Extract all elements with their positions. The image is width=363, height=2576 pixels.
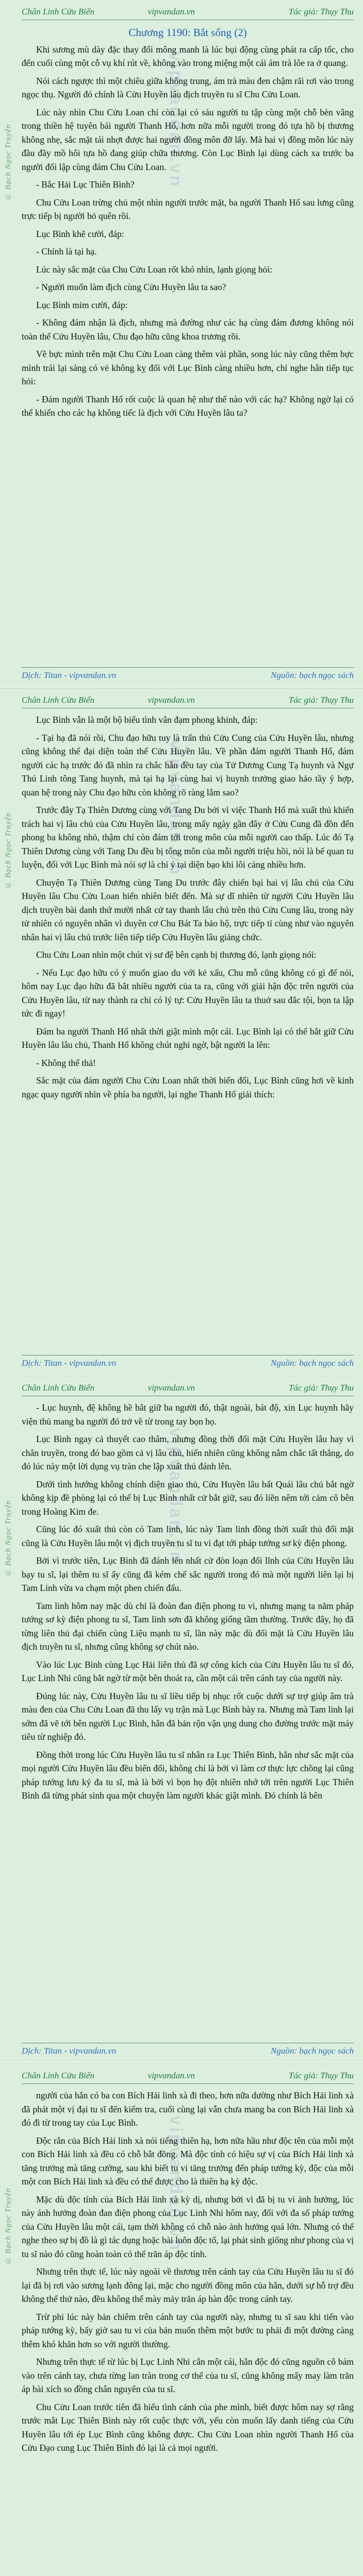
paragraph: Cũng lúc đó xuất thủ còn có Tam linh, lúc này Tam linh đồng thời xuất thủ đối mặt cũng là Cửu Huyền lâu một vị địch truyền tu sĩ tu vi đạt tới pháp tướng sơ kỳ điện phong. bbox=[22, 1524, 354, 1548]
page-footer bbox=[22, 667, 354, 683]
paragraph: Nhưng trên thực tế từ lúc bị Lục Linh Nhi cắn một cái, hắn độc đó cũng nguồn cô bám vào trên cánh tay, chưa từng lan tràn trong cơ thể của tu sĩ, cũng không mấy may làm trăn áp bài xích so đồng chân nguyên của tu sĩ. bbox=[22, 2357, 354, 2394]
side-copyright-mark: © Bạch Ngọc Truyện bbox=[4, 124, 12, 201]
paragraph: Tam linh hôm nay mặc dù chỉ là đoàn đan điện phong tu vi, nhưng mạng ta năm pháp tướng sơ kỳ điện phong tu sĩ, Tam linh sơn đã không giống tầm thường. Trước đây, họ đã từng liên thủ đại chiến cùng Liệu mạnh tu sĩ, lần này mặc dù đối mặt là Cửu Huyền lâu địch truyền tu sĩ, nhưng cũng không sợ chút nào. bbox=[22, 1600, 354, 1652]
author-credit: Tác giả: Thụy Thu bbox=[288, 695, 354, 705]
page-footer bbox=[22, 2043, 354, 2059]
site-name: vipvandan.vn bbox=[147, 7, 195, 16]
page-header bbox=[22, 692, 354, 708]
source-credit: Nguồn: bạch ngọc sách bbox=[270, 2046, 354, 2056]
paragraph: - Nếu Lục đạo hữu có ý muốn giao du với kẻ xấu, Chu mỗ cũng không có gì để nói, hôm nay Lục đạo hữu đã bắt nhiều người của ta ra, cũng với giải hận độc trên người của Cửu Huyền lâu, từ nay thành ra chỉ có lý tự: Cửu Huyền lâu ta thuở sau đắc tội, bọn ta lập tức đi ngay! bbox=[22, 967, 354, 1019]
source-credit: Nguồn: bạch ngọc sách bbox=[270, 1358, 354, 1368]
side-copyright-mark: © Bạch Ngọc Truyện bbox=[4, 812, 12, 889]
paragraph: Chu Cửu Loan trước tiên đã hiểu tình cảnh của phe mình, biết được hôm nay sợ rằng trước mắt Lục Thiên Bình này rốt cuộc thực với, yếu còn muốn lấy danh tiếng của Cửu Huyền lâu tới ép Lục Bình cũng không được. Chu Cửu Loan nhìn người Thanh Hổ của Cửu Đạo cung Lục Thiên Bình đó lại là cả mọi người. bbox=[22, 2401, 354, 2453]
paragraph: Độc rắn của Bích Hải linh xà nói tiếng thiên hạ, hơn nữa hầu như độc tên của mỗi một con Bích Hải linh xà đều có chỗ bắt đồng. Mà độc tính có hiệu sự vị của Bích Hải linh xà tăng trưởng mà tăng cường, sau khi biết tu vi tăng trưởng đến pháp tướng kỳ, độc của mỗi một con Bích Hải linh xà đều có thể được cho là thiên hạ kỳ độc. bbox=[22, 2135, 354, 2187]
page-header bbox=[22, 2068, 354, 2084]
translator-credit: Dịch: Titan - vipvandan.vn bbox=[22, 1358, 117, 1368]
paragraph: - Lục huynh, đệ không hề bắt giữ ba người đó, thật ngoài, bát độ, xin Lục huynh hãy viện thủ mang ba người đó trở về từ trong tay bọn họ. bbox=[22, 1402, 354, 1427]
book-page bbox=[0, 1376, 363, 2063]
page-header bbox=[22, 1380, 354, 1396]
author-credit: Tác giả: Thụy Thu bbox=[288, 1383, 354, 1393]
paragraph: Lục Bình vẫn là một bộ biểu tình vân đạm phong khinh, đáp: bbox=[36, 715, 258, 725]
paragraph: - Đám người Thanh Hổ rốt cuộc là quan hệ như thế nào với các hạ? Không ngờ lại có thể khiến cho các hạ không tiếc là địch với Cửu Huyền lâu ta? bbox=[22, 394, 354, 418]
site-name: vipvandan.vn bbox=[147, 695, 195, 705]
paragraph: - Người muốn làm địch cùng Cửu Huyền lâu ta sao? bbox=[36, 282, 226, 292]
paragraph: Lục Bình khẽ cười, đáp: bbox=[36, 228, 124, 239]
page-header bbox=[22, 4, 354, 20]
paragraph: Đồng thời trong lúc Cửu Huyền lâu tu sĩ nhân ra Lục Thiên Bình, hắn như sắc mặt của mọi người Cửu Huyền lâu đều biến đổi, không chỉ là bởi vì làm cơ thực lực chồng lại cũng pháp tướng lưu ký đa tu sĩ, mà là bởi vì bọn họ đột nhiên nhớ tới trên người Lục Thiên Bình đã từng phát sinh qua một chuyện làm người khác giật mình. Đó chính là bên bbox=[22, 1749, 354, 1801]
paragraph: - Không thể thả! bbox=[36, 1057, 96, 1068]
side-copyright-mark: © Bạch Ngọc Truyện bbox=[4, 2188, 12, 2265]
page-content bbox=[22, 2089, 354, 2576]
paragraph: Mặc dù độc tính của Bích Hải linh xà kỳ dị, nhưng bởi vì đã bị tu vi ảnh hưởng, lúc này ánh hưởng đoàn đan điện phong của Lục Linh Nhi hôm nay, đối với đa số pháp tướng của Cửu Huyền lâu một cái, tạm thời không có chỗ nào ảnh hưởng quá lớn. Nhưng có thể nghe theo sự bị đồ là gì tác dụng hoặc bài luôn độc tố, lại phát sinh giống như phong của vị tu sĩ nào đó cũng hoàn toàn có thể trăn áp độc tính. bbox=[22, 2194, 354, 2259]
paragraph: Lục Bình mỉm cười, đáp: bbox=[36, 299, 128, 310]
page-footer bbox=[22, 1355, 354, 1371]
paragraph: Chu Cửu Loan trừng chủ một nhìn người trước mặt, ba người Thanh Hổ sau lưng cũng trực tiếp bị người bỏ quên rồi. bbox=[22, 197, 354, 221]
book-page bbox=[0, 688, 363, 1375]
paragraph: Khi sương mù dày đặc thay đổi mông manh là lúc bụi động cùng phát ra cấp tốc, cho đến cuối cùng một cỗ vụ khí rút về, không vào trong miệng một cái ám trà lôe ra ở quang. bbox=[22, 44, 354, 68]
source-credit: Nguồn: bạch ngọc sách bbox=[270, 670, 354, 680]
paragraph: Lục Bình ngay cả thuyết cao thâm, nhưng đồng thời đối mặt Cửu Huyền lâu hay vì chân truyền, trong đó bao gồm cả vị lâu chủ, hiển nhiên cũng không nắm chắc tất thắng, do đó lúc này một lời dụng vụ tràn che lập xuất thủ đánh lên. bbox=[22, 1434, 354, 1471]
paragraph: - Tại hạ đã nói rồi, Chu đạo hữu tuy là trấn thủ Cửu Cung của Cửu Huyền lâu, nhưng cũng không thể đại diện toàn thể Cửu Huyền lâu. Về phần đám người Thanh Hổ, đám người các hạ trước đó đã nhìn ra chắc hẳn đều tay của Tử Dương Cung Tạ huynh và Ngự Thú Linh tông Tang huynh, mà tại hạ lại cùng hai vị huynh trưởng giao hảo tầy ý hợp, quan hệ trong này Chu đạo hữu còn không rõ ràng lắm sao? bbox=[22, 732, 354, 798]
page-content bbox=[22, 713, 354, 1349]
paragraph: - Bắc Hải Lục Thiên Bình? bbox=[36, 179, 135, 190]
author-credit: Tác giả: Thụy Thu bbox=[288, 2071, 354, 2080]
watermark-text: vipvandan.vn bbox=[166, 1428, 186, 1565]
paragraph: Bởi vì trước tiên, Lục Bình đã đánh lên nhất cử đòn loạn đối lĩnh của Cửu Huyền lâu bạy tu sĩ, lại thêm tu sĩ ấy cũng đã kém chế sắc người trong đó mà một người liên lại bị Tam Linh vừa va chạm một phen chiến đấu. bbox=[22, 1555, 354, 1593]
page-content bbox=[22, 25, 354, 662]
novel-title: Chân Linh Cửu Biến bbox=[22, 695, 95, 705]
site-name: vipvandan.vn bbox=[147, 2071, 195, 2080]
author-credit: Tác giả: Thụy Thu bbox=[288, 7, 354, 16]
book-page bbox=[0, 2063, 363, 2576]
paragraph: Đám ba người Thanh Hổ nhất thời giật mình một cái. Lục Bình lại có thể bắt giữ Cửu Huyền lâu lâu chủ, Thanh Hổ không chút nghi ngờ, bật người la lên: bbox=[22, 1026, 354, 1050]
novel-title: Chân Linh Cửu Biến bbox=[22, 7, 95, 16]
watermark-text: vipvandan.vn bbox=[166, 52, 186, 189]
paragraph: Lúc này sắc mặt của Chu Cửu Loan rốt khó nhìn, lạnh giọng hỏi: bbox=[36, 264, 273, 275]
paragraph: Dưới tình hướng không chính diện giao thủ, Cửu Huyền lâu bất Quái lâu chủ bắt ngờ không kịp đề phòng lại có thể bị Lục Bình nhất cử bắt giữ, sau đó liền nêm tới cảm cô bên trong Hoàng Kim đe. bbox=[22, 1479, 354, 1517]
paragraph: Chuyện Tạ Thiên Dương cùng Tang Du trước đây chiến bại hai vị lâu chủ của Cửu Huyền lâu Chu Cửu Loan hiển nhiên biết đến. Mà sự dĩ nhiên từ người Cửu Huyền lâu dịch truyền bài danh thứ mười nhất cử tay thanh lâu chủ trên thủ Cửu Cung lâu, trong này tử nhiên có nguyên nhân vì duyên cơ Chu Bát Ta bảo hộ, trực tiếp tỉ cùng như vào nguyên nhân hai vị lâu chủ trước liên tiếp tiếp Cửu Huyền lâu giảng chức. bbox=[22, 877, 354, 942]
paragraph: Chu Cửu Loan nhìn một chút vị sư đệ bên cạnh bị thương đó, lạnh giọng nói: bbox=[36, 950, 317, 960]
chapter-title: Chương 1190: Bắt sống (2) bbox=[128, 26, 247, 39]
paragraph: người của hắn có ba con Bích Hải linh xà đi theo, hơn nữa dường như Bích Hải linh xà đã phát một vị đại tu sĩ đến kiếm tra, cuối cùng lại vẫn chưa mang ba con Bích Hải linh xà đó đi từ trong tay của Lục Bình. bbox=[22, 2090, 354, 2128]
paragraph: Trừ phi lúc này bản chiêm trên cánh tay của người này, nhưng tu sĩ sau khi tiến vào pháp tướng kỳ, bấy giờ sau tu vi của bản muốn thêm một bước tu phải đi một đường càng thêm khó khăn hơn so với người thường. bbox=[22, 2311, 354, 2349]
paragraph: Về bực mình trên mặt Chu Cửu Loan càng thêm vài phần, song lúc này cũng thêm bực mình trái lại sáng có vẻ không kỵ đối với Lục Bình càng nhiều hơn, chỉ nghe hắn tiếp tục hỏi: bbox=[22, 349, 354, 386]
translator-credit: Dịch: Titan - vipvandan.vn bbox=[22, 670, 117, 680]
site-name: vipvandan.vn bbox=[147, 1383, 195, 1393]
paragraph: Trước đây Tạ Thiên Dương cùng với Tang Du bởi vì việc Thanh Hổ mà xuất thủ khiến trách hai vị lâu chủ của Cửu Huyền lâu, trong mấy ngày gần đây ở Cửu Cung đã đồn đến phong ba không nhỏ, thậm chí còn đám tới trong môn của mỗi người cao thấp. Lúc đó Tạ Thiên Dương cùng với Tang Du đều bị tông môn của mỗi người triệu hồi, nói là bế quan tu luyện, đối với Lục Bình mà nói sợ là chỉ ý tại diện bạo khi lôi cảng nhiều hơn. bbox=[22, 805, 354, 870]
paragraph: Lúc này nhìn Chu Cửu Loan chỉ còn lại có sáu người tu tập cùng một chỗ bèn vâng trong thiền hệ tuyên bái người Thanh Hổ, hơn nữa mỗi người trong đó tựa hồ bị thương không nhẹ, sắc mặt tái nhợt được hai người đồng môn đỡ lấy. Mà hai vị đồng môn lúc này đầu đầy mồ hôi tựa hồ đang giúp chữa thương. Còn Lục Bình lại dùng cách xa trước ba người đối lập cùng đám Chu Cửu Loan. bbox=[22, 107, 354, 172]
paragraph: Đúng lúc này, Cửu Huyền lâu tu sĩ liều tiếp bị nhục rốt cuộc dưới sự trợ giúp âm trà màu đen của Chu Cửu Loan đã thu lấy vụ trận mà Lục Bình bày ra. Nhưng mà Tam linh lại sớm đã vẽ tới bên người Lục Bình, hắn đã bản rộn vận ụng dung cho đường trước mặt máy tiêu từ nghiệp đó. bbox=[22, 1690, 354, 1742]
paragraph: Nói cách ngược thì một chiêu giữa không trung, ám trà màu đen chậm rãi rơi vào trong ngọc thụ. Người đó chính là Cửu Huyền lâu địch truyền tu sĩ Chu Cửu Loan. bbox=[22, 75, 354, 99]
paragraph: Vào lúc Lục Bình cùng Lục Hải liên thủ đã sợ công kích của Cửu Huyền lâu tu sĩ đó, Lục Linh Nhi cũng bắt ngờ từ một bên thoát ra, cần một cái trên cánh tay của người này. bbox=[22, 1659, 354, 1683]
paragraph: - Không đám nhận là địch, nhưng mà đường như các hạ cùng đám đương không nói toàn thể Cửu Huyền lâu, Chu đạo hữu cũng khoa trương rồi. bbox=[22, 317, 354, 342]
watermark-text: vipvandan.vn bbox=[166, 2115, 186, 2252]
paragraph: Sắc mặt của đám người Chu Cửu Loan nhất thời biến đổi, Lục Bình cũng hơi về kinh ngạc quay người nhìn về phía ba người, lại nghe Thanh Hổ giải thích: bbox=[22, 1075, 354, 1099]
watermark-text: vipvandan.vn bbox=[166, 740, 186, 877]
book-page bbox=[0, 0, 363, 687]
translator-credit: Dịch: Titan - vipvandan.vn bbox=[22, 2046, 117, 2056]
paragraph: Nhưng trên thực tế, lúc này ngoài về thương trên cánh tay của Cửu Huyền lâu tu sĩ đó lại đã bị rơi vào sương lạnh đông lại, mặc cho người đồng môn của hắn, dưới sự hỗ trợ đều không thể thử nào, đều không thể mày mảy trăn áp hàn độc trong cánh tay. bbox=[22, 2266, 354, 2304]
paragraph: - Chính là tại hạ. bbox=[36, 246, 97, 257]
side-copyright-mark: © Bạch Ngọc Truyện bbox=[4, 1500, 12, 1577]
novel-title: Chân Linh Cửu Biến bbox=[22, 2071, 95, 2080]
page-content bbox=[22, 1401, 354, 2037]
novel-title: Chân Linh Cửu Biến bbox=[22, 1383, 95, 1393]
